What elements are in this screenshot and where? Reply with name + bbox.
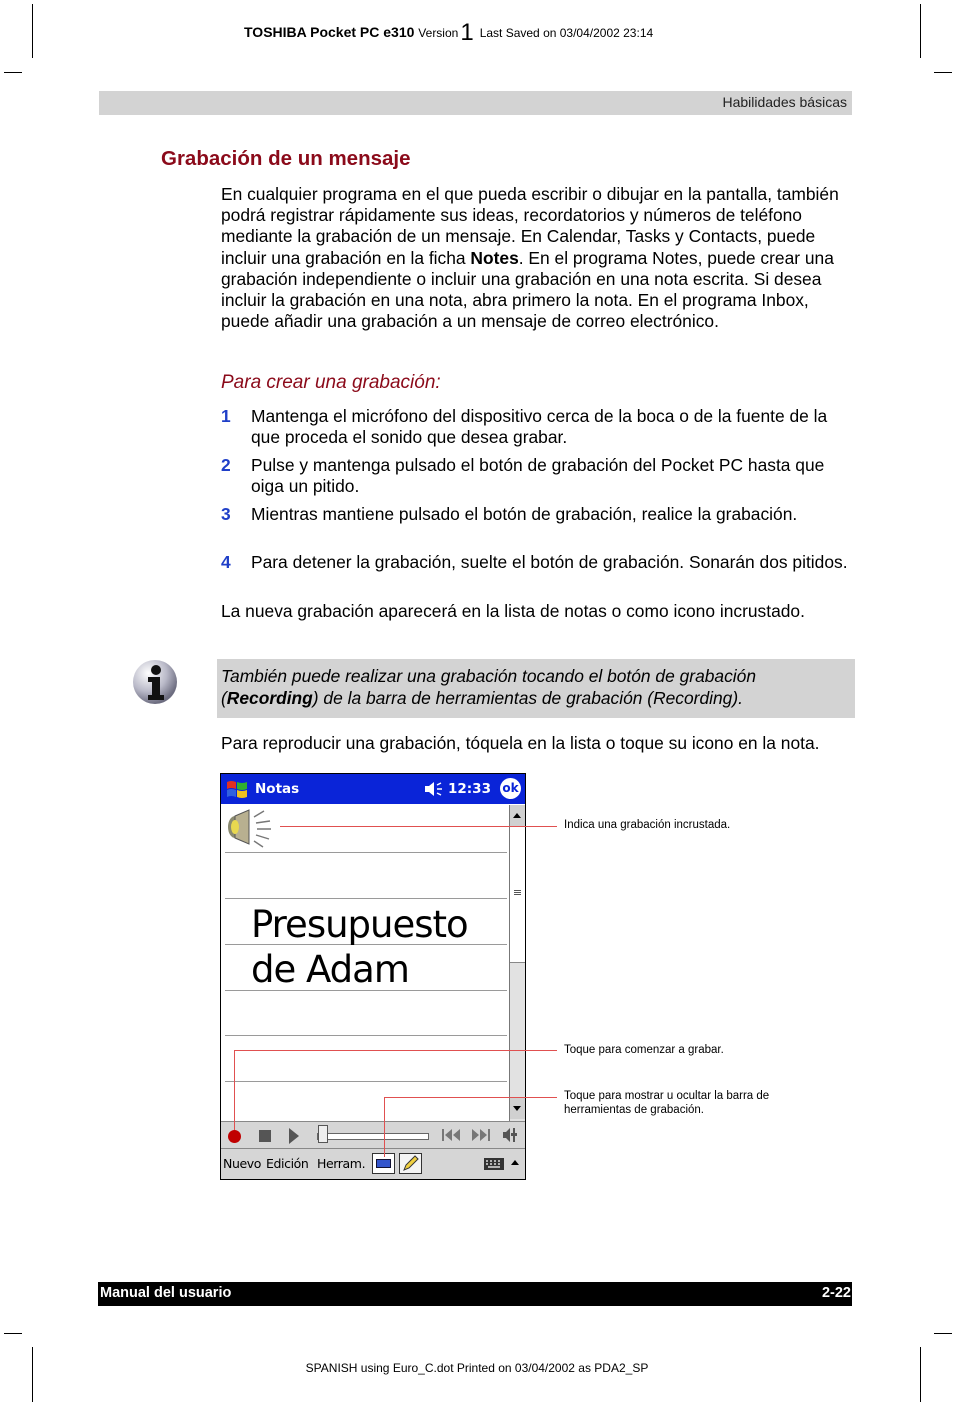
product-title: TOSHIBA Pocket PC e310 xyxy=(244,24,415,40)
recording-toolbar xyxy=(221,1121,525,1148)
intro-bold: Notes xyxy=(470,247,519,268)
note-text xyxy=(221,665,851,709)
speaker-icon[interactable] xyxy=(423,781,443,797)
subheading: Para crear una grabación: xyxy=(221,372,441,393)
leader-line xyxy=(384,1097,385,1157)
scroll-thumb[interactable] xyxy=(510,827,525,963)
leader-line xyxy=(384,1097,557,1098)
ruled-line xyxy=(225,1081,507,1082)
keyboard-icon[interactable] xyxy=(483,1156,505,1172)
print-info: SPANISH using Euro_C.dot Printed on 03/04/2002 as PDA2_SP xyxy=(305,1361,649,1375)
ruled-line xyxy=(225,852,507,853)
handwriting-line: de Adam xyxy=(251,948,409,991)
crop-mark xyxy=(4,1333,22,1334)
note-box xyxy=(217,659,855,718)
step-number: 1 xyxy=(221,406,231,426)
step-text: Pulse y mantenga pulsado el botón de grabación del Pocket PC hasta que oiga un pitido. xyxy=(251,455,825,497)
version-number: 1 xyxy=(460,19,474,46)
stop-button[interactable] xyxy=(259,1130,271,1142)
clock[interactable]: 12:33 xyxy=(448,781,491,797)
footer-bar xyxy=(98,1282,852,1306)
handwriting-line: Presupuesto xyxy=(251,903,468,946)
ok-label: ok xyxy=(502,781,519,795)
slider-thumb[interactable] xyxy=(318,1125,328,1143)
crop-mark xyxy=(920,4,921,58)
ruled-line xyxy=(225,1035,507,1036)
pocket-pc-screen xyxy=(220,773,526,1180)
document-header xyxy=(244,19,653,47)
note-text-2: ) de la barra de herramientas de grabación (Recording). xyxy=(312,688,743,708)
page-heading: Grabación de un mensaje xyxy=(161,147,411,170)
input-panel-arrow[interactable] xyxy=(511,1160,519,1165)
callout-toolbar: Toque para mostrar u ocultar la barra de herramientas de grabación. xyxy=(564,1090,770,1116)
windows-start-icon[interactable] xyxy=(224,777,250,801)
note-bold: Recording xyxy=(226,688,313,708)
scroll-up-arrow[interactable] xyxy=(510,805,525,827)
section-title: Habilidades básicas xyxy=(722,94,847,110)
cassette-icon xyxy=(376,1159,391,1168)
after-steps-paragraph: La nueva grabación aparecerá en la lista de notas o como icono incrustado. xyxy=(221,601,805,621)
note-canvas[interactable] xyxy=(221,805,509,1121)
info-icon xyxy=(131,658,179,706)
step-number: 2 xyxy=(221,455,231,475)
section-bar xyxy=(99,91,852,115)
vertical-scrollbar[interactable] xyxy=(509,805,525,1121)
leader-line xyxy=(234,1050,235,1130)
note-text-1: También puede realizar una grabación tocando el botón de grabación ( xyxy=(221,666,756,708)
menu-bar xyxy=(221,1148,525,1179)
crop-mark xyxy=(934,72,952,73)
intro-paragraph xyxy=(221,184,851,332)
footer-page-number: 2-22 xyxy=(821,1285,851,1301)
play-button[interactable] xyxy=(289,1128,299,1144)
crop-mark xyxy=(934,1333,952,1334)
embedded-recording-icon[interactable] xyxy=(223,807,273,851)
ruled-line xyxy=(225,898,507,899)
crop-mark xyxy=(32,4,33,58)
record-button[interactable] xyxy=(228,1130,241,1143)
menu-edit[interactable]: Edición xyxy=(266,1156,309,1171)
pen-icon xyxy=(400,1154,421,1173)
menu-tools[interactable]: Herram. xyxy=(317,1156,366,1171)
last-saved: Last Saved on 03/04/2002 23:14 xyxy=(479,26,654,40)
skip-back-icon[interactable] xyxy=(441,1128,461,1142)
step-text: Para detener la grabación, suelte el botón de grabación. Sonarán dos pitidos. xyxy=(251,552,848,572)
step-text: Mientras mantiene pulsado el botón de grabación, realice la grabación. xyxy=(251,504,798,524)
menu-new[interactable]: Nuevo xyxy=(223,1156,262,1171)
intro-text-1: En cualquier programa en el que pueda escribir o dibujar en la pantalla, también podrá registrar rápidamente sus ideas, recordatorios y números de teléfono mediante la grabación de un mensaje. En Calendar, Tasks y Contacts, puede incluir una grabación en la ficha xyxy=(221,184,839,268)
callout-embedded: Indica una grabación incrustada. xyxy=(564,819,731,831)
step-text: Mantenga el micrófono del dispositivo cerca de la boca o de la fuente de la que proceda el sonido que desea grabar. xyxy=(251,406,828,448)
pen-button[interactable] xyxy=(399,1153,422,1174)
skip-forward-icon[interactable] xyxy=(471,1128,491,1142)
volume-icon[interactable] xyxy=(501,1126,519,1144)
crop-mark xyxy=(4,72,22,73)
app-title: Notas xyxy=(255,781,300,797)
intro-text-2: . En el programa Notes, puede crear una grabación independiente o incluir una grabación en una nota escrita. Si desea incluir la grabación en una nota, abra primero la nota. En el programa Inbox, puede añadir una grabación a un mensaje de correo electrónico. xyxy=(221,247,834,332)
leader-line xyxy=(280,826,557,827)
step-number: 3 xyxy=(221,504,231,524)
ok-button[interactable] xyxy=(500,778,521,799)
scroll-down-arrow[interactable] xyxy=(510,1097,525,1119)
step-number: 4 xyxy=(221,552,231,572)
leader-line xyxy=(234,1050,557,1051)
position-slider[interactable] xyxy=(317,1133,429,1140)
footer-manual: Manual del usuario xyxy=(100,1285,232,1301)
version-label: Version xyxy=(418,26,459,40)
callout-record: Toque para comenzar a grabar. xyxy=(564,1044,724,1056)
title-bar xyxy=(221,774,525,804)
playback-paragraph: Para reproducir una grabación, tóquela en la lista o toque su icono en la nota. xyxy=(221,733,820,753)
